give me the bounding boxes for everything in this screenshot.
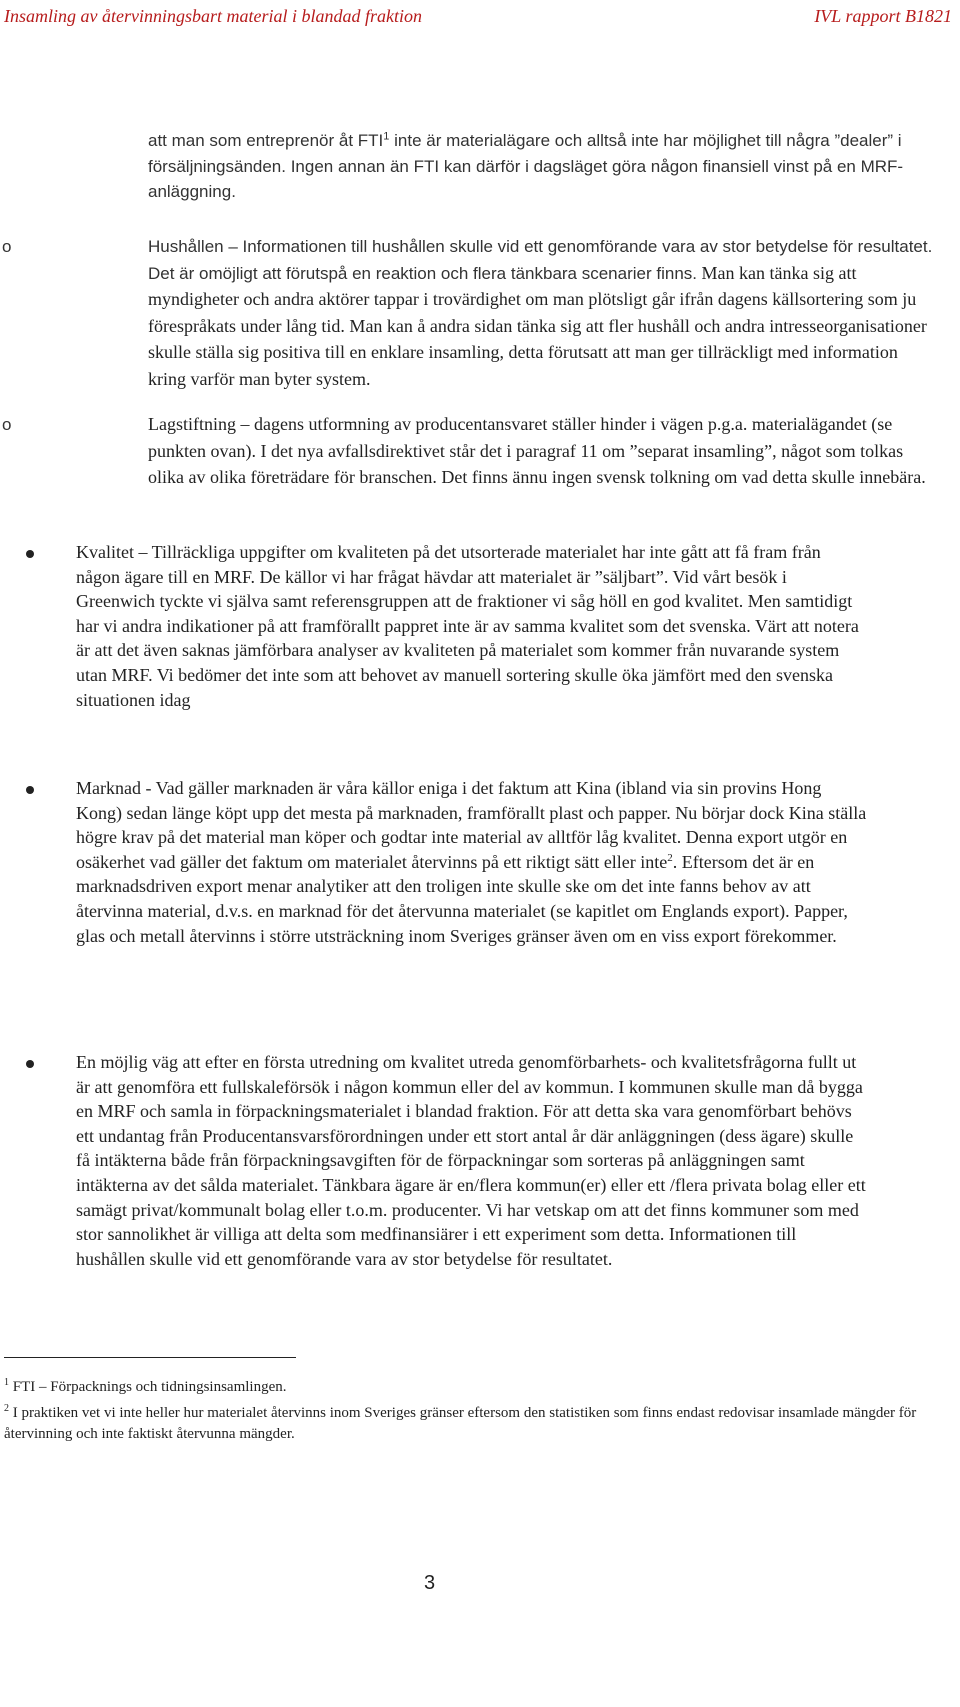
footnote-text: FTI – Förpacknings och tidningsinsamlingen. bbox=[9, 1379, 287, 1395]
continuation-text-part2: inte är materialägare och alltså inte har möjlighet till några ”dealer” i försäljningsänden. Ingen annan än FTI kan därför i dagsläget göra någon finansiell vinst på en MRF-anläggning. bbox=[148, 131, 904, 201]
bullet-dot bbox=[26, 1060, 34, 1068]
report-title: Insamling av återvinningsbart material i blandad fraktion bbox=[4, 6, 422, 26]
sub-list-marker: o bbox=[2, 237, 12, 256]
footnote-number: 2 bbox=[4, 1403, 9, 1414]
report-number: IVL rapport B1821 bbox=[814, 6, 952, 26]
sub-list-item bbox=[2, 412, 938, 492]
bullet-dot bbox=[26, 786, 34, 794]
continuation-text bbox=[148, 128, 938, 205]
continuation-text-part1: att man som entreprenör åt FTI bbox=[148, 131, 384, 150]
page-number: 3 bbox=[424, 1572, 436, 1594]
sub-list-item-serif-text: Man kan tänka sig att myndigheter och andra aktörer tappar i trovärdighet om man plötsligt går ifrån dagens källsortering som ju förespråkats under lång tid. Man kan å andra sidan tänka sig att fler hushåll och andra intresseorganisationer skulle ställa sig positiva till en enklare insamling, detta förutsatt att man ger tillräckligt med information kring varför man byter system. bbox=[148, 262, 927, 389]
footnote-text: I praktiken vet vi inte heller hur materialet återvinns inom Sveriges gränser eftersom den statistiken som finns endast redovisar insamlade mängder för återvinning och inte faktiskt återvunna mängder. bbox=[4, 1405, 917, 1442]
footnote-number: 1 bbox=[4, 1377, 9, 1388]
footnote bbox=[4, 1398, 954, 1445]
bullet-text: Marknad - Vad gäller marknaden är våra källor eniga i det faktum att Kina (ibland via sin provins Hong Kong) sedan länge köpt upp det mesta på marknaden, framförallt plast och papper. Nu börjar dock Kina ställa högre krav på det material man köper och godtar inte material av alltför låg kvalitet. Denna export utgör en osäkerhet vad gäller det faktum om materialet återvinns på ett riktigt sätt eller inte bbox=[76, 778, 867, 872]
footnote bbox=[4, 1372, 954, 1398]
bullet-item bbox=[76, 1050, 868, 1271]
bullet-item bbox=[76, 776, 868, 948]
page-header bbox=[0, 6, 960, 32]
footnote-separator bbox=[4, 1357, 296, 1358]
footnote-ref-1: 1 bbox=[383, 130, 390, 143]
bullet-dot bbox=[26, 550, 34, 558]
footnote-ref-2: 2 bbox=[667, 851, 673, 864]
bullet-text-continued: . Eftersom det är en marknadsdriven export menar analytiker att den troligen inte skulle ske om det inte fanns behov av att återvinna material, d.v.s. en marknad för det återvunna materialet (se kapitlet om Englands export). Papper, glas och metall återvinns i större utsträckning inom Sveriges gränser även om en viss export förekommer. bbox=[76, 851, 848, 946]
footnotes bbox=[4, 1372, 954, 1445]
bullet-text: En möjlig väg att efter en första utredning om kvalitet utreda genomförbarhets- och kvalitetsfrågorna fullt ut är att genomföra ett fullskaleförsök i någon kommun eller del av kommun. I kommunen skulle man då bygga en MRF och samla in förpackningsmaterialet i blandad fraktion. För att detta ska vara genomförbart behövs ett undantag från Producentansvarsförordningen under ett stort antal år där anläggningen (dess ägare) skulle få intäkterna både från förpackningsavgiften för de förpackningar som sorteras på anläggningen samt intäkterna av det sålda materialet. Tänkbara ägare är en/flera kommun(er) eller ett /flera privata bolag eller ett samägt privat/kommunalt bolag eller t.o.m. producenter. Vi har vetskap om att det finns kommuner som med stor sannolikhet är villiga att delta som medfinansiärer i ett experiment som detta. Informationen till hushållen skulle vid ett genomförande vara av stor betydelse för resultatet. bbox=[76, 1052, 866, 1269]
bullet-item bbox=[76, 540, 868, 712]
sub-list-item-sans-text: Hushållen – Informationen till hushållen skulle vid ett genomförande vara av stor betydelse för resultatet. Det är omöjligt att förutspå en reaktion och flera tänkbara scenarier finns. bbox=[148, 237, 933, 283]
bullet-text: Kvalitet – Tillräckliga uppgifter om kvaliteten på det utsorterade materialet har inte gått att få fram från någon ägare till en MRF. De källor vi har frågat hävdar att materialet är ”säljbart”. Vid vårt besök i Greenwich tyckte vi själva samt referensgruppen att de fraktioner vi såg höll en god kvalitet. Men samtidigt har vi andra indikationer på att framförallt pappret inte är av samma kvalitet som det svenska. Värt att notera är att det även saknas jämförbara analyser av kvaliteten på materialet som kommer från nuvarande system utan MRF. Vi bedömer det inte som att behovet av manuell sortering skulle öka jämfört med den svenska situationen idag bbox=[76, 542, 859, 710]
sub-list-item-serif-text: Lagstiftning – dagens utformning av producentansvaret ställer hinder i vägen p.g.a. materialägandet (se punkten ovan). I det nya avfallsdirektivet står det i paragraf 11 om ”separat insamling”, något som tolkas olika av olika företrädare för branschen. Det finns ännu ingen svensk tolkning om vad detta skulle innebära. bbox=[148, 414, 926, 487]
sub-list-item bbox=[2, 234, 938, 393]
sub-list-marker: o bbox=[2, 415, 12, 434]
